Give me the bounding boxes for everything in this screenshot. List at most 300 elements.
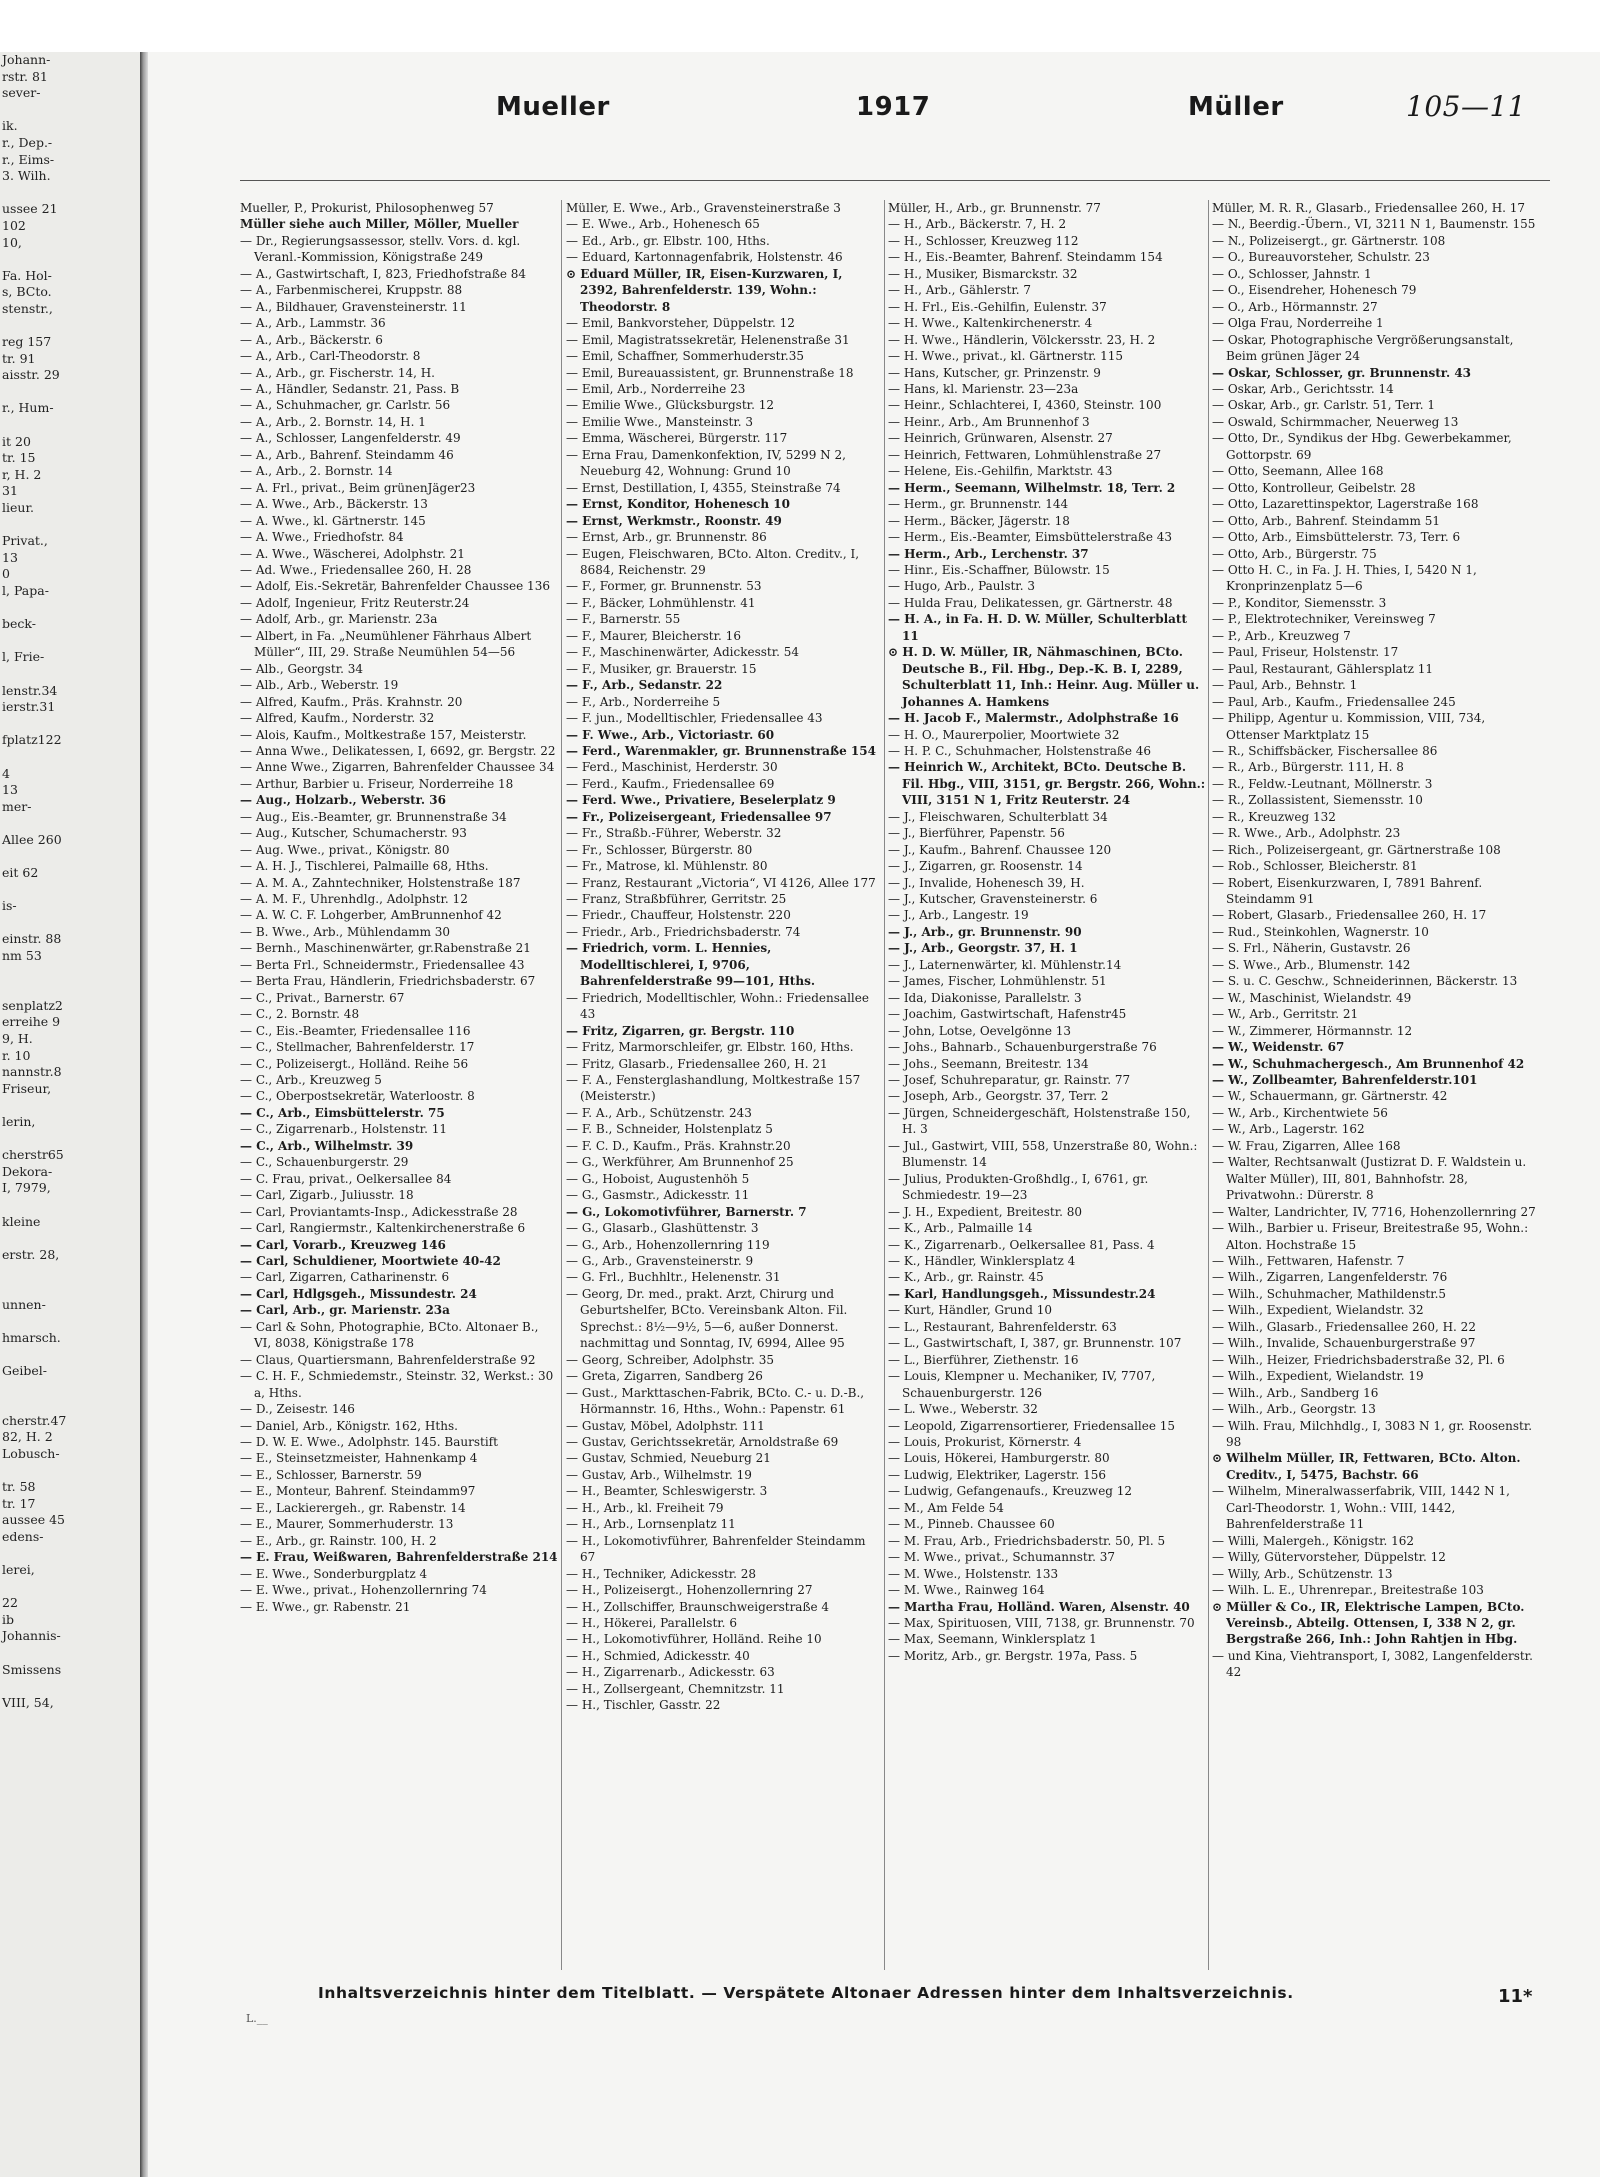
directory-entry: — Aug., Kutscher, Schumacherstr. 93: [240, 826, 467, 841]
directory-entry: — E., Maurer, Sommerhuderstr. 13: [240, 1517, 454, 1532]
left-page-line: [0, 1396, 142, 1413]
directory-entry: — Wilh., Barbier u. Friseur, Breitestraße 95, Wohn.: Alton. Hochstraße 15: [1212, 1221, 1532, 1252]
directory-entry: — Aug., Holzarb., Weberstr. 36: [240, 793, 446, 808]
directory-entry: — O., Arb., Hörmannstr. 27: [1212, 299, 1378, 314]
directory-entry: — M. Wwe., privat., Schumannstr. 37: [888, 1550, 1116, 1565]
directory-entry: — F., Musiker, gr. Brauerstr. 15: [566, 661, 757, 676]
directory-entry: — Otto, Lazarettinspektor, Lagerstraße 168: [1212, 497, 1479, 512]
directory-entry: — Moritz, Arb., gr. Bergstr. 197a, Pass. 5: [888, 1648, 1138, 1663]
directory-entry: — A., Bildhauer, Gravensteinerstr. 11: [240, 299, 467, 314]
directory-entry: — H., Lokomotivführer, Holländ. Reihe 10: [566, 1632, 822, 1647]
left-page-line: r, H. 2: [2, 466, 42, 482]
directory-entry: — Fr., Straßb.-Führer, Weberstr. 32: [566, 826, 782, 841]
directory-entry: — Max, Seemann, Winklersplatz 1: [888, 1632, 1097, 1647]
directory-entry: — Jul., Gastwirt, VIII, 558, Unzerstraße 80, Wohn.: Blumenstr. 14: [888, 1138, 1202, 1170]
directory-entry: — Wilh. Frau, Milchhdlg., I, 3083 N 1, gr. Roosenstr. 98: [1212, 1418, 1536, 1449]
directory-entry: — G., Werkführer, Am Brunnenhof 25: [566, 1155, 794, 1170]
directory-entry: — Ferd., Maschinist, Herderstr. 30: [566, 760, 778, 775]
directory-entry: — H. Wwe., Kaltenkirchenerstr. 4: [888, 316, 1093, 331]
left-page-line: 102: [2, 217, 26, 233]
directory-entry: — E. Frau, Weißwaren, Bahrenfelderstraße 214: [240, 1550, 558, 1565]
directory-entry: — Rob., Schlosser, Bleicherstr. 81: [1212, 859, 1418, 874]
directory-entry: — S. Frl., Näherin, Gustavstr. 26: [1212, 941, 1411, 956]
directory-entry: — E. Wwe., Arb., Hohenesch 65: [566, 217, 760, 232]
directory-entry: — Ferd., Kaufm., Friedensallee 69: [566, 776, 775, 791]
left-page-line: ussee 21: [2, 201, 58, 217]
directory-entry: — Aug., Eis.-Beamter, gr. Brunnenstraße 34: [240, 809, 507, 824]
directory-entry: — Wilhelm, Mineralwasserfabrik, VIII, 1442 N 1, Carl-Theodorstr. 1, Wohn.: VIII, 1442, Bahrenfelderstraße 11: [1212, 1484, 1514, 1532]
directory-entry: — Friedrich, vorm. L. Hennies, Modelltischlerei, I, 9706, Bahrenfelderstraße 99—101, Hths.: [566, 941, 815, 989]
directory-entry: — A. W. C. F. Lohgerber, AmBrunnenhof 42: [240, 908, 502, 923]
directory-entry: — Wilh., Heizer, Friedrichsbaderstraße 32, Pl. 6: [1212, 1352, 1505, 1367]
directory-entry: — Jürgen, Schneidergeschäft, Holstenstraße 150, H. 3: [888, 1105, 1195, 1137]
directory-entry: — W., Zollbeamter, Bahrenfelderstr.101: [1212, 1073, 1478, 1088]
directory-entry: — Adolf, Arb., gr. Marienstr. 23a: [240, 612, 438, 627]
directory-entry: — E., Monteur, Bahrenf. Steindamm97: [240, 1484, 476, 1499]
directory-entry: — J., Kaufm., Bahrenf. Chaussee 120: [888, 842, 1112, 857]
directory-entry: — A. Wwe., Friedhofstr. 84: [240, 530, 404, 545]
directory-entry: — Greta, Zigarren, Sandberg 26: [566, 1369, 763, 1384]
directory-entry: — Berta Frau, Händlerin, Friedrichsbaderstr. 67: [240, 974, 536, 989]
left-page-line: ib: [2, 1611, 14, 1627]
left-page-line: [0, 1313, 142, 1330]
directory-entry: — H., Eis.-Beamter, Bahrenf. Steindamm 154: [888, 250, 1163, 265]
directory-entry: — Arthur, Barbier u. Friseur, Norderreihe 18: [240, 776, 514, 791]
directory-entry: Müller, H., Arb., gr. Brunnenstr. 77: [888, 201, 1101, 215]
directory-entry: — G., Lokomotivführer, Barnerstr. 7: [566, 1204, 807, 1219]
directory-entry: — A., Arb., Carl-Theodorstr. 8: [240, 349, 421, 364]
directory-entry: Mueller, P., Prokurist, Philosophenweg 57: [240, 201, 494, 215]
directory-entry: — Oskar, Photographische Vergrößerungsanstalt, Beim grünen Jäger 24: [1212, 332, 1518, 364]
directory-entry: — M. Wwe., Holstenstr. 133: [888, 1566, 1059, 1581]
directory-entry: — W. Frau, Zigarren, Allee 168: [1212, 1138, 1401, 1153]
left-page-line: stenstr.,: [2, 300, 53, 316]
directory-entry: — F. A., Fensterglashandlung, Moltkestraße 157 (Meisterstr.): [566, 1073, 865, 1104]
left-page-line: [0, 318, 142, 335]
directory-entry: — W., Weidenstr. 67: [1212, 1040, 1345, 1055]
directory-entry: — H., Schmied, Adickesstr. 40: [566, 1648, 750, 1663]
left-page-line: s, BCto.: [2, 284, 52, 300]
directory-entry: — H., Hökerei, Parallelstr. 6: [566, 1615, 737, 1630]
left-page-line: 22: [2, 1595, 18, 1611]
directory-entry: — F. jun., Modelltischler, Friedensallee 43: [566, 711, 823, 726]
directory-entry: — Philipp, Agentur u. Kommission, VIII, 734, Ottenser Marktplatz 15: [1212, 711, 1490, 742]
directory-entry: — H., Arb., kl. Freiheit 79: [566, 1500, 724, 1515]
directory-entry: — Heinr., Arb., Am Brunnenhof 3: [888, 414, 1090, 429]
directory-entry: — C. H. F., Schmiedemstr., Steinstr. 32, Werkst.: 30 a, Hths.: [240, 1369, 558, 1400]
left-page-line: 10,: [2, 234, 22, 250]
directory-entry: — Wilh., Arb., Sandberg 16: [1212, 1385, 1379, 1400]
directory-entry: — Fritz, Marmorschleifer, gr. Elbstr. 160, Hths.: [566, 1040, 854, 1055]
directory-entry: — Berta Frl., Schneidermstr., Friedensallee 43: [240, 957, 525, 972]
directory-entry: — Georg, Dr. med., prakt. Arzt, Chirurg und Geburtshelfer, BCto. Vereinsbank Alton. Fil. Sprechst.: 8½—9½, 5—6, außer Donnerst. nachmittag und Sonntag, IV, 6994, Allee 95: [566, 1286, 852, 1351]
left-page-line: 3. Wilh.: [2, 168, 51, 184]
column-divider: [884, 200, 885, 1970]
directory-entry: — Louis, Prokurist, Körnerstr. 4: [888, 1434, 1082, 1449]
left-page-line: [0, 849, 142, 866]
directory-entry: — J., Arb., Langestr. 19: [888, 908, 1029, 923]
directory-entry: — Carl, Rangiermstr., Kaltenkirchenerstraße 6: [240, 1221, 526, 1236]
directory-entry: — Hans, kl. Marienstr. 23—23a: [888, 381, 1079, 396]
left-page-line: aussee 45: [2, 1512, 66, 1528]
left-page-line: l, Frie-: [2, 649, 45, 665]
directory-entry: — Anna Wwe., Delikatessen, I, 6692, gr. Bergstr. 22: [240, 743, 556, 758]
directory-entry: — N., Polizeisergt., gr. Gärtnerstr. 108: [1212, 233, 1446, 248]
left-page-line: lieur.: [2, 500, 35, 516]
directory-entry: — A., Arb., gr. Fischerstr. 14, H.: [240, 365, 435, 380]
left-page-line: einstr. 88: [2, 931, 62, 947]
left-page-line: [0, 1462, 142, 1479]
directory-entry: — F., Arb., Sedanstr. 22: [566, 678, 723, 693]
directory-entry: — Johs., Seemann, Breitestr. 134: [888, 1056, 1089, 1071]
directory-entry: — Carl, Schuldiener, Moortwiete 40-42: [240, 1254, 501, 1268]
directory-entry: — R. Wwe., Arb., Adolphstr. 23: [1212, 826, 1401, 841]
left-page-line: is-: [2, 898, 17, 914]
directory-entry: — Wilh. L. E., Uhrenrepar., Breitestraße 103: [1212, 1583, 1484, 1598]
directory-entry: — Oskar, Arb., Gerichtsstr. 14: [1212, 381, 1394, 396]
left-page-line: [0, 251, 142, 268]
left-page-line: [0, 384, 142, 401]
directory-entry: — A., Arb., 2. Bornstr. 14, H. 1: [240, 414, 426, 429]
left-page-line: aisstr. 29: [2, 367, 60, 383]
directory-entry: — C., Privat., Barnerstr. 67: [240, 990, 405, 1005]
directory-entry: — Wilh., Glasarb., Friedensallee 260, H. 22: [1212, 1319, 1476, 1334]
directory-entry: — C., Polizeisergt., Holländ. Reihe 56: [240, 1056, 469, 1071]
directory-entry: — Joseph, Arb., Georgstr. 37, Terr. 2: [888, 1089, 1109, 1104]
directory-entry: — Ernst, Werkmstr., Roonstr. 49: [566, 513, 782, 528]
directory-entry: — und Kina, Viehtransport, I, 3082, Langenfelderstr. 42: [1212, 1648, 1537, 1680]
directory-entry: — Carl, Zigarb., Juliusstr. 18: [240, 1188, 414, 1203]
directory-entry: — M. Frau, Arb., Friedrichsbaderstr. 50, Pl. 5: [888, 1533, 1166, 1548]
directory-entry: — H., Zollschiffer, Braunschweigerstraße 4: [566, 1599, 830, 1614]
directory-entry: — A. Frl., privat., Beim grünenJäger23: [240, 480, 476, 495]
directory-entry: — Paul, Friseur, Holstenstr. 17: [1212, 645, 1399, 660]
directory-entry: — Hans, Kutscher, gr. Prinzenstr. 9: [888, 365, 1101, 380]
left-page-line: [0, 882, 142, 899]
directory-entry: — F., Arb., Norderreihe 5: [566, 694, 721, 709]
directory-entry: — Alfred, Kaufm., Norderstr. 32: [240, 711, 435, 726]
directory-entry: — H. Wwe., Händlerin, Völckersstr. 23, H. 2: [888, 332, 1156, 347]
left-page-line: Allee 260: [2, 831, 62, 847]
directory-entry: — A. Wwe., Arb., Bäckerstr. 13: [240, 497, 428, 512]
directory-entry: — Herm., Eis.-Beamter, Eimsbüttelerstraße 43: [888, 530, 1173, 545]
directory-entry: — C., 2. Bornstr. 48: [240, 1007, 360, 1022]
directory-entry: — Ludwig, Gefangenaufs., Kreuzweg 12: [888, 1484, 1133, 1499]
directory-entry: — Otto, Seemann, Allee 168: [1212, 464, 1384, 479]
left-page-line: lenstr.34: [2, 682, 58, 698]
directory-entry: — Emil, Magistratssekretär, Helenenstraße 31: [566, 332, 850, 347]
scan-top-margin: [0, 0, 1600, 52]
directory-entry: — Oswald, Schirmmacher, Neuerweg 13: [1212, 414, 1459, 429]
directory-entry: — Emil, Bureauassistent, gr. Brunnenstraße 18: [566, 365, 854, 380]
directory-entry: — Herm., Bäcker, Jägerstr. 18: [888, 513, 1070, 528]
left-page-line: tr. 91: [2, 350, 36, 366]
directory-entry: ⊙ Wilhelm Müller, IR, Fettwaren, BCto. Alton. Creditv., I, 5475, Bachstr. 66: [1212, 1451, 1525, 1482]
directory-entry: — H., Tischler, Gasstr. 22: [566, 1698, 721, 1713]
left-page-line: hmarsch.: [2, 1329, 61, 1345]
directory-entry: — Fritz, Zigarren, gr. Bergstr. 110: [566, 1023, 795, 1038]
directory-entry: — Carl, Proviantamts-Insp., Adickesstraße 28: [240, 1204, 518, 1219]
directory-entry: — H. A., in Fa. H. D. W. Müller, Schulterblatt 11: [888, 612, 1192, 643]
directory-entry: — L., Gastwirtschaft, I, 387, gr. Brunnenstr. 107: [888, 1336, 1182, 1351]
directory-entry: ⊙ H. D. W. Müller, IR, Nähmaschinen, BCto. Deutsche B., Fil. Hbg., Dep.-K. B. I, 2289, Schulterblatt 11, Inh.: Heinr. Aug. Müller u. Johannes A. Hamkens: [888, 645, 1204, 709]
directory-entry: — Ferd., Warenmakler, gr. Brunnenstraße 154: [566, 743, 876, 758]
directory-entry: — J., Arb., Georgstr. 37, H. 1: [888, 941, 1078, 956]
directory-entry: — E. Wwe., gr. Rabenstr. 21: [240, 1599, 411, 1614]
directory-column-4: [1212, 200, 1536, 1681]
directory-entry: — Hulda Frau, Delikatessen, gr. Gärtnerstr. 48: [888, 595, 1173, 610]
directory-entry: — B. Wwe., Arb., Mühlendamm 30: [240, 924, 451, 939]
directory-entry: — O., Eisendreher, Hohenesch 79: [1212, 283, 1417, 298]
directory-entry: — Otto, Dr., Syndikus der Hbg. Gewerbekammer, Gottorpstr. 69: [1212, 431, 1516, 462]
left-page-line: 0: [2, 566, 10, 582]
directory-entry: — W., Schauermann, gr. Gärtnerstr. 42: [1212, 1089, 1448, 1104]
directory-entry: — Emilie Wwe., Glücksburgstr. 12: [566, 398, 774, 413]
directory-entry: — E., Schlosser, Barnerstr. 59: [240, 1467, 422, 1482]
left-page-line: [0, 102, 142, 119]
left-page-line: [0, 1280, 142, 1297]
left-page-line: [0, 1678, 142, 1695]
left-page-line: Lobusch-: [2, 1445, 60, 1461]
left-page-line: cherstr65: [2, 1147, 64, 1163]
left-page-line: nm 53: [2, 948, 42, 964]
directory-entry: — Wilh., Fettwaren, Hafenstr. 7: [1212, 1254, 1405, 1268]
directory-entry: — Friedr., Arb., Friedrichsbaderstr. 74: [566, 924, 801, 939]
left-page-line: it 20: [2, 433, 31, 449]
directory-entry: — R., Schiffsbäcker, Fischersallee 86: [1212, 743, 1438, 758]
directory-entry: — Kurt, Händler, Grund 10: [888, 1303, 1052, 1318]
directory-entry: — Robert, Eisenkurzwaren, I, 7891 Bahrenf. Steindamm 91: [1212, 875, 1486, 907]
directory-entry: — Aug. Wwe., privat., Königstr. 80: [240, 842, 450, 857]
left-page-line: [0, 915, 142, 932]
directory-entry: — Josef, Schuhreparatur, gr. Rainstr. 77: [888, 1073, 1131, 1088]
directory-entry: — H., Lokomotivführer, Bahrenfelder Steindamm 67: [566, 1533, 870, 1565]
directory-entry: — Carl, Zigarren, Catharinenstr. 6: [240, 1270, 450, 1285]
directory-column-1: [240, 200, 558, 1615]
directory-entry: — H., Zollsergeant, Chemnitzstr. 11: [566, 1681, 785, 1696]
left-page-line: [0, 666, 142, 683]
directory-entry: — Adolf, Eis.-Sekretär, Bahrenfelder Chaussee 136: [240, 579, 550, 594]
left-page-line: Dekora-: [2, 1163, 53, 1179]
left-page-line: VIII, 54,: [2, 1694, 54, 1710]
directory-entry: — Georg, Schreiber, Adolphstr. 35: [566, 1352, 775, 1367]
left-page-line: r. 10: [2, 1047, 31, 1063]
left-page-line: reg 157: [2, 334, 52, 350]
directory-entry: — M. Wwe., Rainweg 164: [888, 1583, 1045, 1598]
directory-entry: Müller, M. R. R., Glasarb., Friedensallee 260, H. 17: [1212, 201, 1526, 215]
left-page-line: lerin,: [2, 1114, 36, 1129]
left-page-line: tr. 58: [2, 1479, 36, 1495]
directory-entry: — R., Zollassistent, Siemensstr. 10: [1212, 793, 1423, 808]
directory-entry: — Carl, Arb., gr. Marienstr. 23a: [240, 1303, 450, 1318]
left-page-line: 13: [2, 549, 18, 565]
directory-entry: — G. Frl., Buchhltr., Helenenstr. 31: [566, 1270, 781, 1285]
directory-entry: — P., Arb., Kreuzweg 7: [1212, 628, 1351, 643]
directory-entry: — J., Fleischwaren, Schulterblatt 34: [888, 809, 1108, 824]
page-number: 105—11: [1406, 90, 1527, 123]
directory-entry: — Willi, Malergeh., Königstr. 162: [1212, 1533, 1415, 1548]
left-page-line: I, 7979,: [2, 1180, 51, 1196]
directory-entry: — Max, Spirituosen, VIII, 7138, gr. Brunnenstr. 70: [888, 1615, 1195, 1630]
left-page-line: Johannis-: [2, 1628, 61, 1644]
directory-entry: — Wilh., Expedient, Wielandstr. 32: [1212, 1303, 1424, 1318]
directory-entry: — W., Schuhmachergesch., Am Brunnenhof 42: [1212, 1056, 1525, 1071]
directory-entry: — Herm., Arb., Lerchenstr. 37: [888, 546, 1089, 561]
directory-entry: — J., Bierführer, Papenstr. 56: [888, 826, 1065, 841]
left-page-line: [0, 965, 142, 982]
left-page-line: [0, 815, 142, 832]
directory-entry: — Helene, Eis.-Gehilfin, Marktstr. 43: [888, 464, 1113, 479]
directory-entry: — Carl, Hdlgsgeh., Missundestr. 24: [240, 1286, 477, 1301]
directory-entry: — C., Arb., Eimsbüttelerstr. 75: [240, 1105, 445, 1120]
directory-entry: — A., Schlosser, Langenfelderstr. 49: [240, 431, 461, 446]
left-page-line: [0, 716, 142, 733]
directory-entry: — Ludwig, Elektriker, Lagerstr. 156: [888, 1467, 1106, 1482]
left-page-line: Johann-: [2, 52, 51, 67]
left-page-line: 82, H. 2: [2, 1429, 53, 1445]
directory-entry: — C., Schauenburgerstr. 29: [240, 1155, 409, 1170]
directory-entry: — Claus, Quartiersmann, Bahrenfelderstraße 92: [240, 1352, 536, 1367]
directory-entry: — Daniel, Arb., Königstr. 162, Hths.: [240, 1418, 458, 1433]
directory-entry: — A. Wwe., Wäscherei, Adolphstr. 21: [240, 546, 465, 561]
directory-entry: — Franz, Restaurant „Victoria“, VI 4126, Allee 177: [566, 875, 876, 890]
directory-entry: — F., Bäcker, Lohmühlenstr. 41: [566, 595, 756, 610]
left-page-line: [0, 981, 142, 998]
directory-entry: — F., Maschinenwärter, Adickesstr. 54: [566, 645, 800, 660]
directory-entry: — R., Feldw.-Leutnant, Möllnerstr. 3: [1212, 776, 1433, 791]
directory-entry: — N., Beerdig.-Übern., VI, 3211 N 1, Baumenstr. 155: [1212, 217, 1536, 232]
directory-entry: — E., Steinsetzmeister, Hahnenkamp 4: [240, 1451, 478, 1466]
directory-entry: — L., Bierführer, Ziethenstr. 16: [888, 1352, 1079, 1367]
directory-entry: — Heinrich, Grünwaren, Alsenstr. 27: [888, 431, 1113, 446]
directory-entry: — Hinr., Eis.-Schaffner, Bülowstr. 15: [888, 562, 1110, 577]
directory-entry: — W., Maschinist, Wielandstr. 49: [1212, 990, 1412, 1005]
directory-entry: — E., Arb., gr. Rainstr. 100, H. 2: [240, 1533, 437, 1548]
directory-entry: — Friedrich, Modelltischler, Wohn.: Friedensallee 43: [566, 990, 873, 1022]
directory-entry: — Julius, Produkten-Großhdlg., I, 6761, gr. Schmiedestr. 19—23: [888, 1171, 1153, 1203]
directory-entry: — F. B., Schneider, Holstenplatz 5: [566, 1122, 773, 1137]
left-page-line: rstr. 81: [2, 68, 48, 84]
left-page-line: [0, 1380, 142, 1397]
directory-entry: — E. Wwe., Sonderburgplatz 4: [240, 1566, 428, 1581]
directory-entry: — H. Jacob F., Malermstr., Adolphstraße 16: [888, 711, 1179, 726]
directory-entry: — C., Zigarrenarb., Holstenstr. 11: [240, 1122, 447, 1137]
directory-entry: — C. Frau, privat., Oelkersallee 84: [240, 1171, 452, 1186]
directory-entry: — J., Arb., gr. Brunnenstr. 90: [888, 924, 1082, 939]
directory-entry: — S. Wwe., Arb., Blumenstr. 142: [1212, 957, 1411, 972]
directory-entry: — Fr., Polizeisergeant, Friedensallee 97: [566, 809, 832, 824]
directory-entry: — Paul, Restaurant, Gählersplatz 11: [1212, 661, 1433, 676]
directory-entry: — Emil, Schaffner, Sommerhuderstr.35: [566, 349, 804, 364]
directory-entry: — Paul, Arb., Behnstr. 1: [1212, 678, 1358, 693]
directory-entry: — O., Schlosser, Jahnstr. 1: [1212, 266, 1372, 281]
left-page-line: tr. 15: [2, 450, 36, 466]
left-page-line: Privat.,: [2, 533, 48, 549]
directory-entry: — A. H. J., Tischlerei, Palmaille 68, Hths.: [240, 859, 489, 874]
directory-entry: — Rich., Polizeisergeant, gr. Gärtnerstraße 108: [1212, 842, 1501, 857]
directory-entry: ⊙ Eduard Müller, IR, Eisen-Kurzwaren, I, 2392, Bahrenfelderstr. 139, Wohn.: Theodorstr. 8: [566, 266, 847, 314]
directory-entry: — H. Frl., Eis.-Gehilfin, Eulenstr. 37: [888, 299, 1107, 314]
left-page-line: nannstr.8: [2, 1064, 62, 1080]
corner-mark: L.__: [246, 2012, 268, 2025]
directory-entry: — H. P. C., Schuhmacher, Holstenstraße 46: [888, 743, 1152, 758]
directory-entry: — Anne Wwe., Zigarren, Bahrenfelder Chaussee 34: [240, 760, 555, 775]
directory-entry: — Wilh., Arb., Georgstr. 13: [1212, 1402, 1376, 1417]
directory-entry: — Wilh., Schuhmacher, Mathildenstr.5: [1212, 1286, 1447, 1301]
directory-entry: — R., Arb., Bürgerstr. 111, H. 8: [1212, 760, 1404, 775]
directory-entry: — C., Stellmacher, Bahrenfelderstr. 17: [240, 1040, 475, 1055]
directory-entry: ⊙ Müller & Co., IR, Elektrische Lampen, BCto. Vereinsb., Abteilg. Ottensen, I, 338 N 2, gr. Bergstraße 266, Inh.: John Rahtjen in Hbg.: [1212, 1599, 1529, 1647]
directory-entry: — C., Arb., Wilhelmstr. 39: [240, 1138, 414, 1153]
directory-entry: — Otto, Kontrolleur, Geibelstr. 28: [1212, 480, 1416, 495]
directory-entry: — Alfred, Kaufm., Präs. Krahnstr. 20: [240, 694, 463, 709]
left-page-line: l, Papa-: [2, 583, 49, 598]
left-page-line: Geibel-: [2, 1362, 48, 1378]
directory-entry: — Louis, Klempner u. Mechaniker, IV, 7707, Schauenburgerstr. 126: [888, 1369, 1160, 1400]
left-page-line: kleine: [2, 1213, 41, 1229]
left-page-line: [0, 1346, 142, 1363]
directory-entry: — D. W. E. Wwe., Adolphstr. 145. Baurstift: [240, 1434, 498, 1449]
directory-entry: — G., Arb., Gravensteinerstr. 9: [566, 1254, 754, 1268]
directory-entry: — Walter, Rechtsanwalt (Justizrat D. F. Waldstein u. Walter Müller), III, 801, Bahnhofstr. 28, Privatwohn.: Dürerstr. 8: [1212, 1155, 1531, 1203]
directory-entry: — Otto, Arb., Eimsbüttelerstr. 73, Terr. 6: [1212, 530, 1461, 545]
left-page-line: [0, 185, 142, 202]
directory-entry: — Wilh., Expedient, Wielandstr. 19: [1212, 1369, 1424, 1384]
directory-entry: — R., Kreuzweg 132: [1212, 809, 1336, 824]
directory-entry: — C., Oberpostsekretär, Waterloostr. 8: [240, 1089, 475, 1104]
directory-entry: — Paul, Arb., Kaufm., Friedensallee 245: [1212, 694, 1456, 709]
directory-entry: — A., Händler, Sedanstr. 21, Pass. B: [240, 381, 460, 396]
left-page-line: erreihe 9: [2, 1014, 61, 1030]
directory-entry: — Herm., Seemann, Wilhelmstr. 18, Terr. 2: [888, 480, 1176, 495]
directory-entry: — Robert, Glasarb., Friedensallee 260, H. 17: [1212, 908, 1487, 923]
directory-entry: — A. M. A., Zahntechniker, Holstenstraße 187: [240, 875, 521, 890]
left-page-line: senplatz2: [2, 997, 63, 1013]
directory-entry: — James, Fischer, Lohmühlenstr. 51: [888, 974, 1107, 989]
directory-entry: — Gustav, Gerichtssekretär, Arnoldstraße 69: [566, 1434, 839, 1449]
directory-entry: — Joachim, Gastwirtschaft, Hafenstr45: [888, 1007, 1127, 1022]
directory-entry: — Emil, Arb., Norderreihe 23: [566, 381, 746, 396]
directory-entry: — Oskar, Arb., gr. Carlstr. 51, Terr. 1: [1212, 398, 1435, 413]
left-page-line: erstr. 28,: [2, 1246, 60, 1262]
directory-entry: — Eugen, Fleischwaren, BCto. Alton. Creditv., I, 8684, Reichenstr. 29: [566, 546, 863, 577]
directory-entry: — A., Gastwirtschaft, I, 823, Friedhofstraße 84: [240, 266, 527, 281]
directory-entry: — Willy, Gütervorsteher, Düppelstr. 12: [1212, 1550, 1446, 1565]
left-page-line: lerei,: [2, 1562, 35, 1578]
left-page-line: tr. 17: [2, 1495, 36, 1511]
directory-entry: — Hugo, Arb., Paulstr. 3: [888, 579, 1035, 594]
directory-entry: — K., Händler, Winklersplatz 4: [888, 1254, 1076, 1268]
directory-entry: — H., Schlosser, Kreuzweg 112: [888, 233, 1079, 248]
directory-entry: — C., Arb., Kreuzweg 5: [240, 1073, 382, 1088]
directory-entry: — Alb., Arb., Weberstr. 19: [240, 678, 399, 693]
directory-entry: — F., Barnerstr. 55: [566, 612, 681, 627]
directory-entry: — Johs., Bahnarb., Schauenburgerstraße 76: [888, 1040, 1157, 1055]
directory-entry: — K., Arb., Palmaille 14: [888, 1221, 1033, 1236]
directory-entry: — Walter, Landrichter, IV, 7716, Hohenzollernring 27: [1212, 1204, 1536, 1219]
left-page-line: 13: [2, 782, 18, 798]
left-page-line: [0, 1197, 142, 1214]
directory-entry: — Fr., Matrose, kl. Mühlenstr. 80: [566, 859, 768, 874]
signature-mark: 11*: [1498, 1986, 1533, 2007]
left-page-line: [0, 417, 142, 434]
directory-entry: — H., Musiker, Bismarckstr. 32: [888, 266, 1078, 281]
directory-entry: — W., Zimmerer, Hörmannstr. 12: [1212, 1023, 1413, 1038]
column-divider: [1208, 200, 1209, 1970]
left-page-line: ik.: [2, 118, 18, 134]
directory-entry: — Emilie Wwe., Mansteinstr. 3: [566, 414, 754, 429]
directory-entry: — J., Invalide, Hohenesch 39, H.: [888, 875, 1085, 890]
